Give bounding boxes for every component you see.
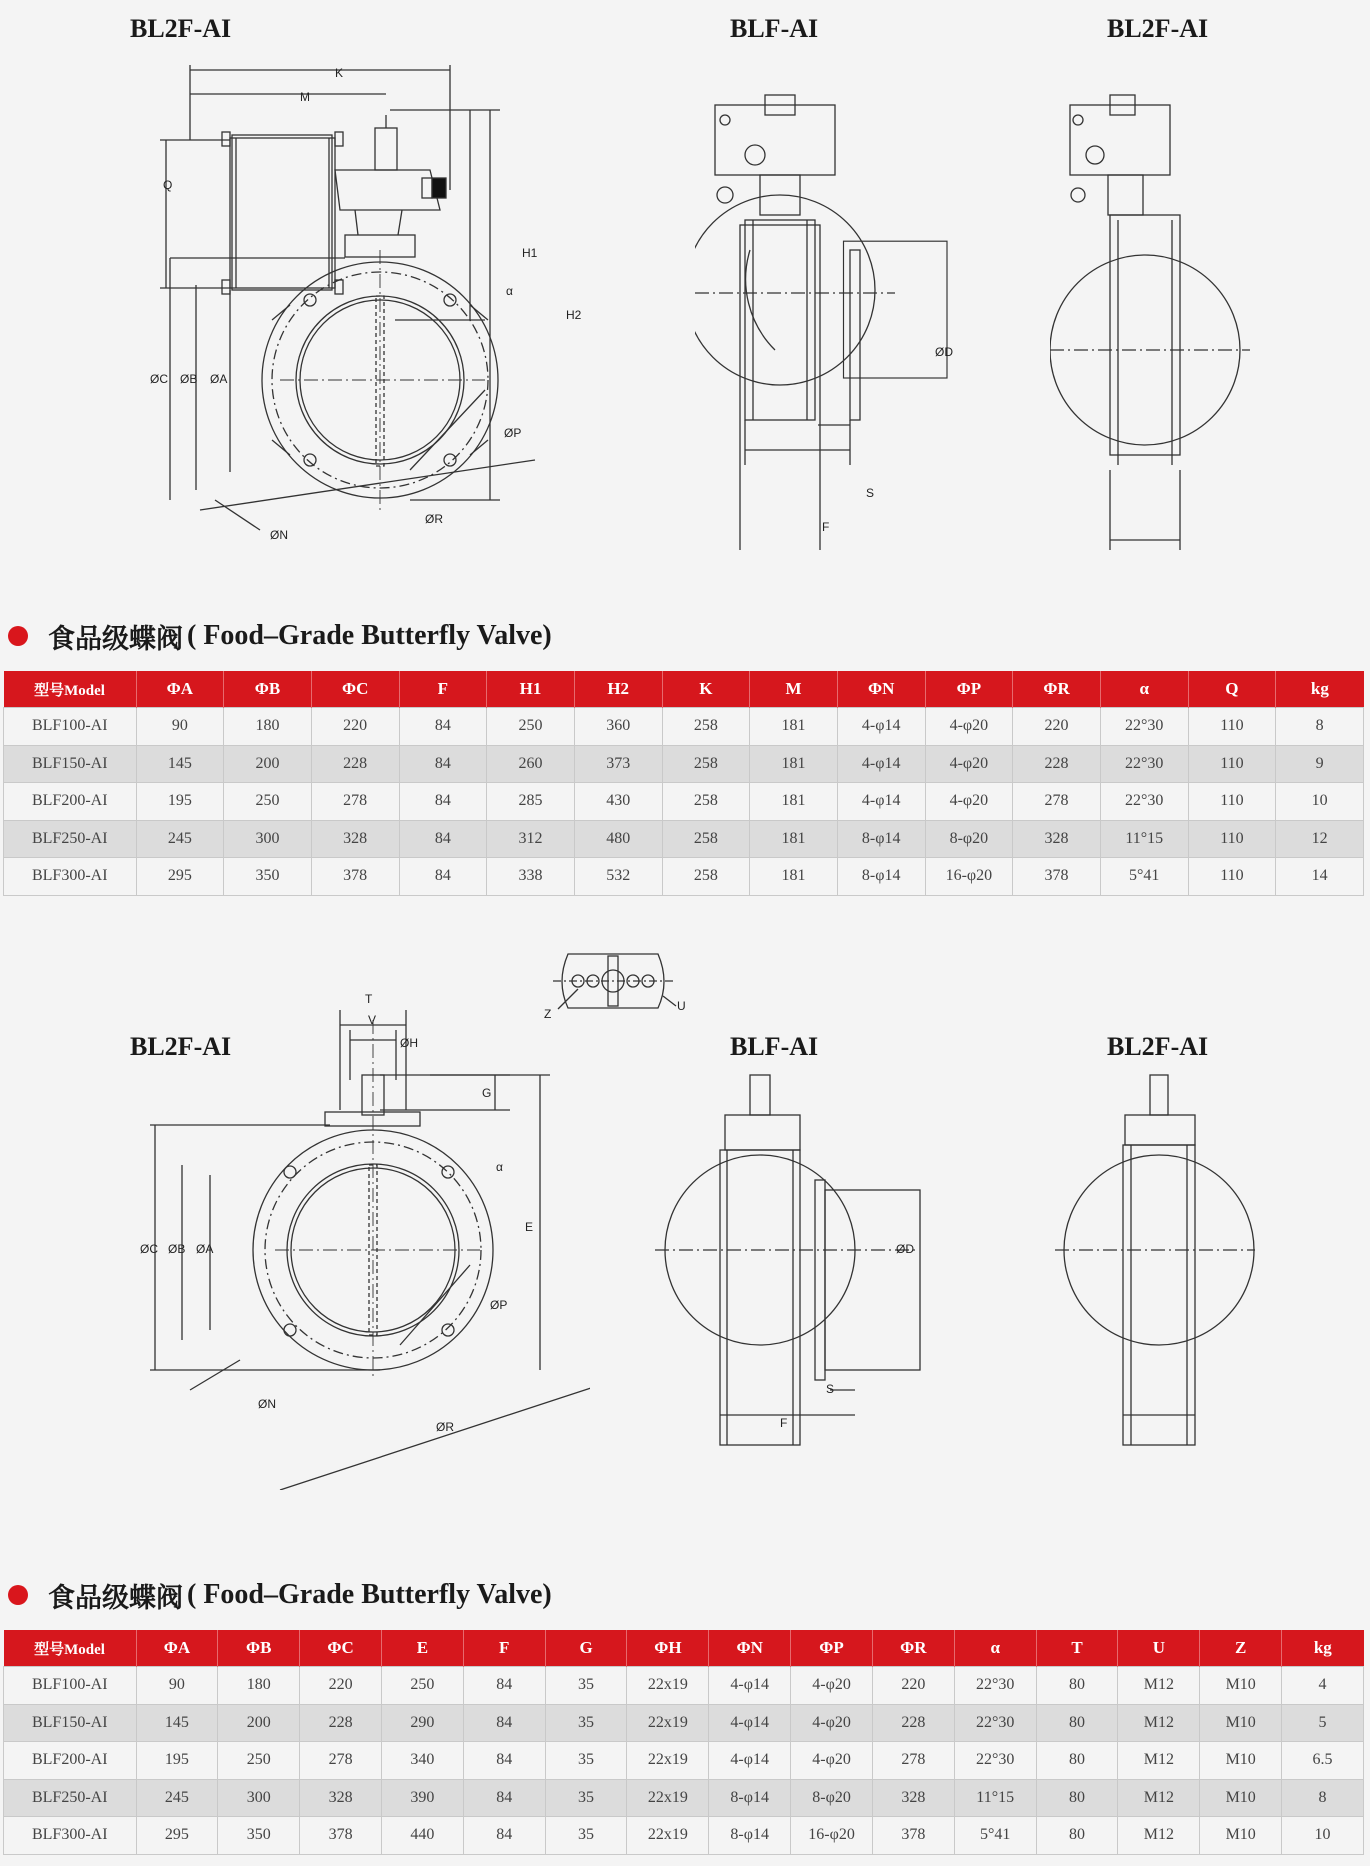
table-cell: M12 <box>1118 1817 1200 1855</box>
spec-table-2 <box>3 1630 1364 1855</box>
table-cell: 328 <box>300 1779 382 1817</box>
table-cell: 4-φ20 <box>925 745 1013 783</box>
dim-label-p2: ØP <box>490 1298 508 1312</box>
fig1-title-left: BL2F-AI <box>130 14 232 43</box>
table-cell: 181 <box>750 820 838 858</box>
table-cell: 80 <box>1036 1667 1118 1705</box>
fig1-side-view-blf-drawing <box>695 90 965 550</box>
dim-label-k: K <box>335 66 344 80</box>
table-cell: 12 <box>1276 820 1364 858</box>
table1-header-cell: α <box>1100 671 1188 708</box>
model-cell: BLF150-AI <box>4 1704 137 1742</box>
table1-header-cell: ΦB <box>224 671 312 708</box>
section1-title-zh: 食品级蝶阀 <box>48 623 183 655</box>
table-cell: 200 <box>224 745 312 783</box>
table2-header-cell: T <box>1036 1630 1118 1667</box>
dim-label-g: G <box>482 1086 492 1100</box>
fig2-title-left: BL2F-AI <box>130 1032 232 1061</box>
table-cell: 278 <box>1013 783 1101 821</box>
model-cell: BLF250-AI <box>4 1779 137 1817</box>
table-cell: 11°15 <box>1100 820 1188 858</box>
table1-header-cell: ΦR <box>1013 671 1101 708</box>
table-cell: M12 <box>1118 1779 1200 1817</box>
table-row <box>4 783 1364 821</box>
model-cell: BLF200-AI <box>4 783 137 821</box>
table2-header-cell: ΦB <box>218 1630 300 1667</box>
dim-label-p: ØP <box>504 426 522 440</box>
table-row <box>4 708 1364 746</box>
table-cell: 258 <box>662 820 750 858</box>
dim-label-b2: ØB <box>168 1242 186 1256</box>
table-cell: M10 <box>1200 1667 1282 1705</box>
table-cell: 4-φ20 <box>791 1742 873 1780</box>
table-cell: 4-φ20 <box>925 708 1013 746</box>
table2-header-cell: ΦN <box>709 1630 791 1667</box>
dim-label-v: V <box>368 1013 377 1027</box>
table-cell: 11°15 <box>954 1779 1036 1817</box>
table-cell: 180 <box>224 708 312 746</box>
table-cell: 200 <box>218 1704 300 1742</box>
table-cell: 258 <box>662 745 750 783</box>
table-cell: 195 <box>136 783 224 821</box>
table-cell: 22x19 <box>627 1704 709 1742</box>
fig1-front-view-drawing <box>140 60 600 590</box>
dim-label-c2: ØC <box>140 1242 158 1256</box>
table-cell: 22°30 <box>954 1742 1036 1780</box>
table-cell: 440 <box>381 1817 463 1855</box>
dim-label-e: E <box>525 1220 534 1234</box>
table-cell: 16-φ20 <box>925 858 1013 896</box>
table-cell: 16-φ20 <box>791 1817 873 1855</box>
dim-label-h1: H1 <box>522 246 538 260</box>
table-cell: 84 <box>399 858 487 896</box>
table2-header-cell: U <box>1118 1630 1200 1667</box>
table-cell: 84 <box>463 1817 545 1855</box>
table-cell: 4-φ14 <box>837 783 925 821</box>
table1-header-cell: K <box>662 671 750 708</box>
table-cell: M10 <box>1200 1779 1282 1817</box>
table2-header-cell: ΦH <box>627 1630 709 1667</box>
table2-header-row <box>4 1630 1364 1667</box>
dim-label-d: ØD <box>935 345 953 359</box>
table-cell: 250 <box>218 1742 300 1780</box>
table-cell: 258 <box>662 708 750 746</box>
table-cell: 195 <box>136 1742 218 1780</box>
fig1-side-view-bl2f-drawing <box>1050 90 1250 550</box>
table-cell: 84 <box>399 708 487 746</box>
model-cell: BLF250-AI <box>4 820 137 858</box>
table-cell: 110 <box>1188 783 1276 821</box>
table-cell: 84 <box>399 783 487 821</box>
section1-title-en: ( Food–Grade Butterfly Valve) <box>187 620 552 651</box>
dim-label-d2: ØD <box>896 1242 914 1256</box>
table-cell: 84 <box>463 1667 545 1705</box>
table-cell: 181 <box>750 783 838 821</box>
table-cell: 22°30 <box>1100 783 1188 821</box>
table-cell: 6.5 <box>1282 1742 1364 1780</box>
table-row <box>4 858 1364 896</box>
table-cell: 258 <box>662 858 750 896</box>
table-cell: 84 <box>399 745 487 783</box>
dim-label-z: Z <box>544 1007 552 1021</box>
table-cell: 228 <box>300 1704 382 1742</box>
table-cell: 300 <box>224 820 312 858</box>
table2-header-cell: E <box>381 1630 463 1667</box>
table1-header-cell: kg <box>1276 671 1364 708</box>
table-cell: 378 <box>872 1817 954 1855</box>
table-cell: 228 <box>311 745 399 783</box>
table-cell: 328 <box>872 1779 954 1817</box>
dim-label-a2: ØA <box>196 1242 214 1256</box>
table-cell: 84 <box>463 1704 545 1742</box>
model-cell: BLF150-AI <box>4 745 137 783</box>
table-row <box>4 1704 1364 1742</box>
table-cell: 8-φ14 <box>837 820 925 858</box>
table-cell: 350 <box>224 858 312 896</box>
table-cell: 350 <box>218 1817 300 1855</box>
table-cell: 145 <box>136 1704 218 1742</box>
table1-header-cell: ΦP <box>925 671 1013 708</box>
table2-header-cell: ΦC <box>300 1630 382 1667</box>
table-cell: 110 <box>1188 745 1276 783</box>
fig1-title-middle: BLF-AI <box>730 14 819 43</box>
table1-header-cell: 型号Model <box>4 671 137 708</box>
table2-header-cell: G <box>545 1630 627 1667</box>
table-cell: 9 <box>1276 745 1364 783</box>
table-cell: 4-φ20 <box>791 1667 873 1705</box>
table-cell: 110 <box>1188 820 1276 858</box>
table-cell: 378 <box>311 858 399 896</box>
table-cell: 80 <box>1036 1704 1118 1742</box>
dim-label-f: F <box>822 520 830 534</box>
dim-label-alpha2: α <box>496 1160 503 1174</box>
table-cell: 80 <box>1036 1817 1118 1855</box>
table-cell: 8 <box>1276 708 1364 746</box>
table-row <box>4 1667 1364 1705</box>
table2-header-cell: 型号Model <box>4 1630 137 1667</box>
table-cell: 245 <box>136 820 224 858</box>
table-cell: 480 <box>574 820 662 858</box>
table-cell: 4-φ14 <box>709 1704 791 1742</box>
table-cell: 390 <box>381 1779 463 1817</box>
table-row <box>4 745 1364 783</box>
table2-header-cell: ΦA <box>136 1630 218 1667</box>
fig2-side-view-bl2f-drawing <box>1055 1070 1255 1470</box>
table-cell: 22°30 <box>1100 708 1188 746</box>
table-cell: 228 <box>1013 745 1101 783</box>
table-cell: 8 <box>1282 1779 1364 1817</box>
table-cell: 8-φ20 <box>925 820 1013 858</box>
table-row <box>4 1742 1364 1780</box>
dim-label-q: Q <box>163 178 173 192</box>
table-cell: 340 <box>381 1742 463 1780</box>
dim-label-b: ØB <box>180 372 198 386</box>
table-row <box>4 820 1364 858</box>
table-cell: 250 <box>224 783 312 821</box>
table2-header-cell: α <box>954 1630 1036 1667</box>
table2-header-cell: Z <box>1200 1630 1282 1667</box>
table-cell: 145 <box>136 745 224 783</box>
table-row <box>4 1779 1364 1817</box>
table-cell: 278 <box>311 783 399 821</box>
table1-header-row <box>4 671 1364 708</box>
table-cell: 110 <box>1188 708 1276 746</box>
dim-label-h: ØH <box>400 1036 418 1050</box>
table-cell: 22x19 <box>627 1667 709 1705</box>
table-cell: 10 <box>1282 1817 1364 1855</box>
table-cell: 260 <box>487 745 575 783</box>
table-cell: 84 <box>463 1779 545 1817</box>
table-cell: 220 <box>300 1667 382 1705</box>
table1-header-cell: ΦA <box>136 671 224 708</box>
dim-label-r2: ØR <box>436 1420 454 1434</box>
table1-body <box>4 708 1364 896</box>
table-cell: 220 <box>311 708 399 746</box>
table-cell: 4-φ14 <box>709 1667 791 1705</box>
table-cell: 295 <box>136 858 224 896</box>
table-cell: 80 <box>1036 1742 1118 1780</box>
table-cell: M12 <box>1118 1704 1200 1742</box>
table-cell: M10 <box>1200 1817 1282 1855</box>
table-cell: 328 <box>1013 820 1101 858</box>
table-cell: 90 <box>136 708 224 746</box>
table2-header-cell: F <box>463 1630 545 1667</box>
table-cell: 328 <box>311 820 399 858</box>
section2-header <box>8 1573 552 1617</box>
model-cell: BLF100-AI <box>4 1667 137 1705</box>
fig2-title-middle: BLF-AI <box>730 1032 819 1061</box>
table-cell: 278 <box>300 1742 382 1780</box>
table-cell: 90 <box>136 1667 218 1705</box>
dim-label-n2: ØN <box>258 1397 276 1411</box>
table-cell: 10 <box>1276 783 1364 821</box>
table-cell: 35 <box>545 1742 627 1780</box>
table-cell: 312 <box>487 820 575 858</box>
table-cell: 22x19 <box>627 1779 709 1817</box>
table-row <box>4 1817 1364 1855</box>
section1-header <box>8 614 552 658</box>
table-cell: 35 <box>545 1779 627 1817</box>
table-cell: 80 <box>1036 1779 1118 1817</box>
table-cell: 35 <box>545 1817 627 1855</box>
table-cell: 35 <box>545 1667 627 1705</box>
table-cell: 4 <box>1282 1667 1364 1705</box>
dim-label-r: ØR <box>425 512 443 526</box>
table1-header-cell: H2 <box>574 671 662 708</box>
table-cell: M12 <box>1118 1667 1200 1705</box>
table-cell: 4-φ14 <box>837 745 925 783</box>
table-cell: 4-φ14 <box>837 708 925 746</box>
spec-table-1 <box>3 671 1364 896</box>
table1-header-cell: M <box>750 671 838 708</box>
table-cell: M10 <box>1200 1742 1282 1780</box>
table-cell: 14 <box>1276 858 1364 896</box>
table-cell: 285 <box>487 783 575 821</box>
table-cell: 5°41 <box>1100 858 1188 896</box>
dim-label-a: ØA <box>210 372 228 386</box>
fig1-title-right: BL2F-AI <box>1107 14 1209 43</box>
table-cell: 8-φ14 <box>709 1779 791 1817</box>
table1-header-cell: F <box>399 671 487 708</box>
table-cell: 181 <box>750 858 838 896</box>
table-cell: 181 <box>750 708 838 746</box>
table1-header-cell: ΦN <box>837 671 925 708</box>
table-cell: 22°30 <box>954 1667 1036 1705</box>
table1-header-cell: Q <box>1188 671 1276 708</box>
table-cell: 84 <box>399 820 487 858</box>
section2-title-zh: 食品级蝶阀 <box>48 1582 183 1614</box>
table-cell: M12 <box>1118 1742 1200 1780</box>
table-cell: 378 <box>1013 858 1101 896</box>
dim-label-h2: H2 <box>566 308 582 322</box>
dim-label-s: S <box>866 486 875 500</box>
bullet-dot-icon <box>8 626 28 646</box>
table1-header-cell: H1 <box>487 671 575 708</box>
table-cell: 35 <box>545 1704 627 1742</box>
table-cell: 532 <box>574 858 662 896</box>
table-cell: 278 <box>872 1742 954 1780</box>
section2-title-en: ( Food–Grade Butterfly Valve) <box>187 1579 552 1610</box>
table-cell: M10 <box>1200 1704 1282 1742</box>
table-cell: 8-φ20 <box>791 1779 873 1817</box>
table-cell: 338 <box>487 858 575 896</box>
table-cell: 4-φ14 <box>709 1742 791 1780</box>
table-cell: 360 <box>574 708 662 746</box>
table-cell: 5°41 <box>954 1817 1036 1855</box>
table-cell: 373 <box>574 745 662 783</box>
dim-label-f2: F <box>780 1416 788 1430</box>
table-cell: 8-φ14 <box>837 858 925 896</box>
table-cell: 5 <box>1282 1704 1364 1742</box>
table-cell: 295 <box>136 1817 218 1855</box>
table-cell: 250 <box>381 1667 463 1705</box>
fig2-side-view-blf-drawing <box>655 1070 925 1470</box>
table-cell: 22°30 <box>1100 745 1188 783</box>
table-cell: 8-φ14 <box>709 1817 791 1855</box>
table-cell: 4-φ20 <box>925 783 1013 821</box>
table-cell: 300 <box>218 1779 300 1817</box>
table-cell: 181 <box>750 745 838 783</box>
table-cell: 180 <box>218 1667 300 1705</box>
bullet-dot-icon <box>8 1585 28 1605</box>
table-cell: 110 <box>1188 858 1276 896</box>
fig2-title-right: BL2F-AI <box>1107 1032 1209 1061</box>
table-cell: 84 <box>463 1742 545 1780</box>
dim-label-alpha: α <box>506 284 513 298</box>
dim-label-m: M <box>300 90 310 104</box>
dim-label-u: U <box>677 999 686 1013</box>
dim-label-n: ØN <box>270 528 288 542</box>
table-cell: 228 <box>872 1704 954 1742</box>
table-cell: 430 <box>574 783 662 821</box>
table-cell: 220 <box>872 1667 954 1705</box>
table-cell: 22°30 <box>954 1704 1036 1742</box>
table-cell: 250 <box>487 708 575 746</box>
model-cell: BLF300-AI <box>4 1817 137 1855</box>
model-cell: BLF300-AI <box>4 858 137 896</box>
table2-header-cell: kg <box>1282 1630 1364 1667</box>
table-cell: 4-φ20 <box>791 1704 873 1742</box>
table-cell: 378 <box>300 1817 382 1855</box>
table2-header-cell: ΦR <box>872 1630 954 1667</box>
table-cell: 220 <box>1013 708 1101 746</box>
table2-body <box>4 1667 1364 1855</box>
dim-label-s2: S <box>826 1382 835 1396</box>
dim-label-c: ØC <box>150 372 168 386</box>
table-cell: 258 <box>662 783 750 821</box>
table-cell: 290 <box>381 1704 463 1742</box>
table2-header-cell: ΦP <box>791 1630 873 1667</box>
dim-label-t: T <box>365 992 373 1006</box>
table-cell: 245 <box>136 1779 218 1817</box>
table-cell: 22x19 <box>627 1742 709 1780</box>
table1-header-cell: ΦC <box>311 671 399 708</box>
table-cell: 22x19 <box>627 1817 709 1855</box>
model-cell: BLF200-AI <box>4 1742 137 1780</box>
model-cell: BLF100-AI <box>4 708 137 746</box>
